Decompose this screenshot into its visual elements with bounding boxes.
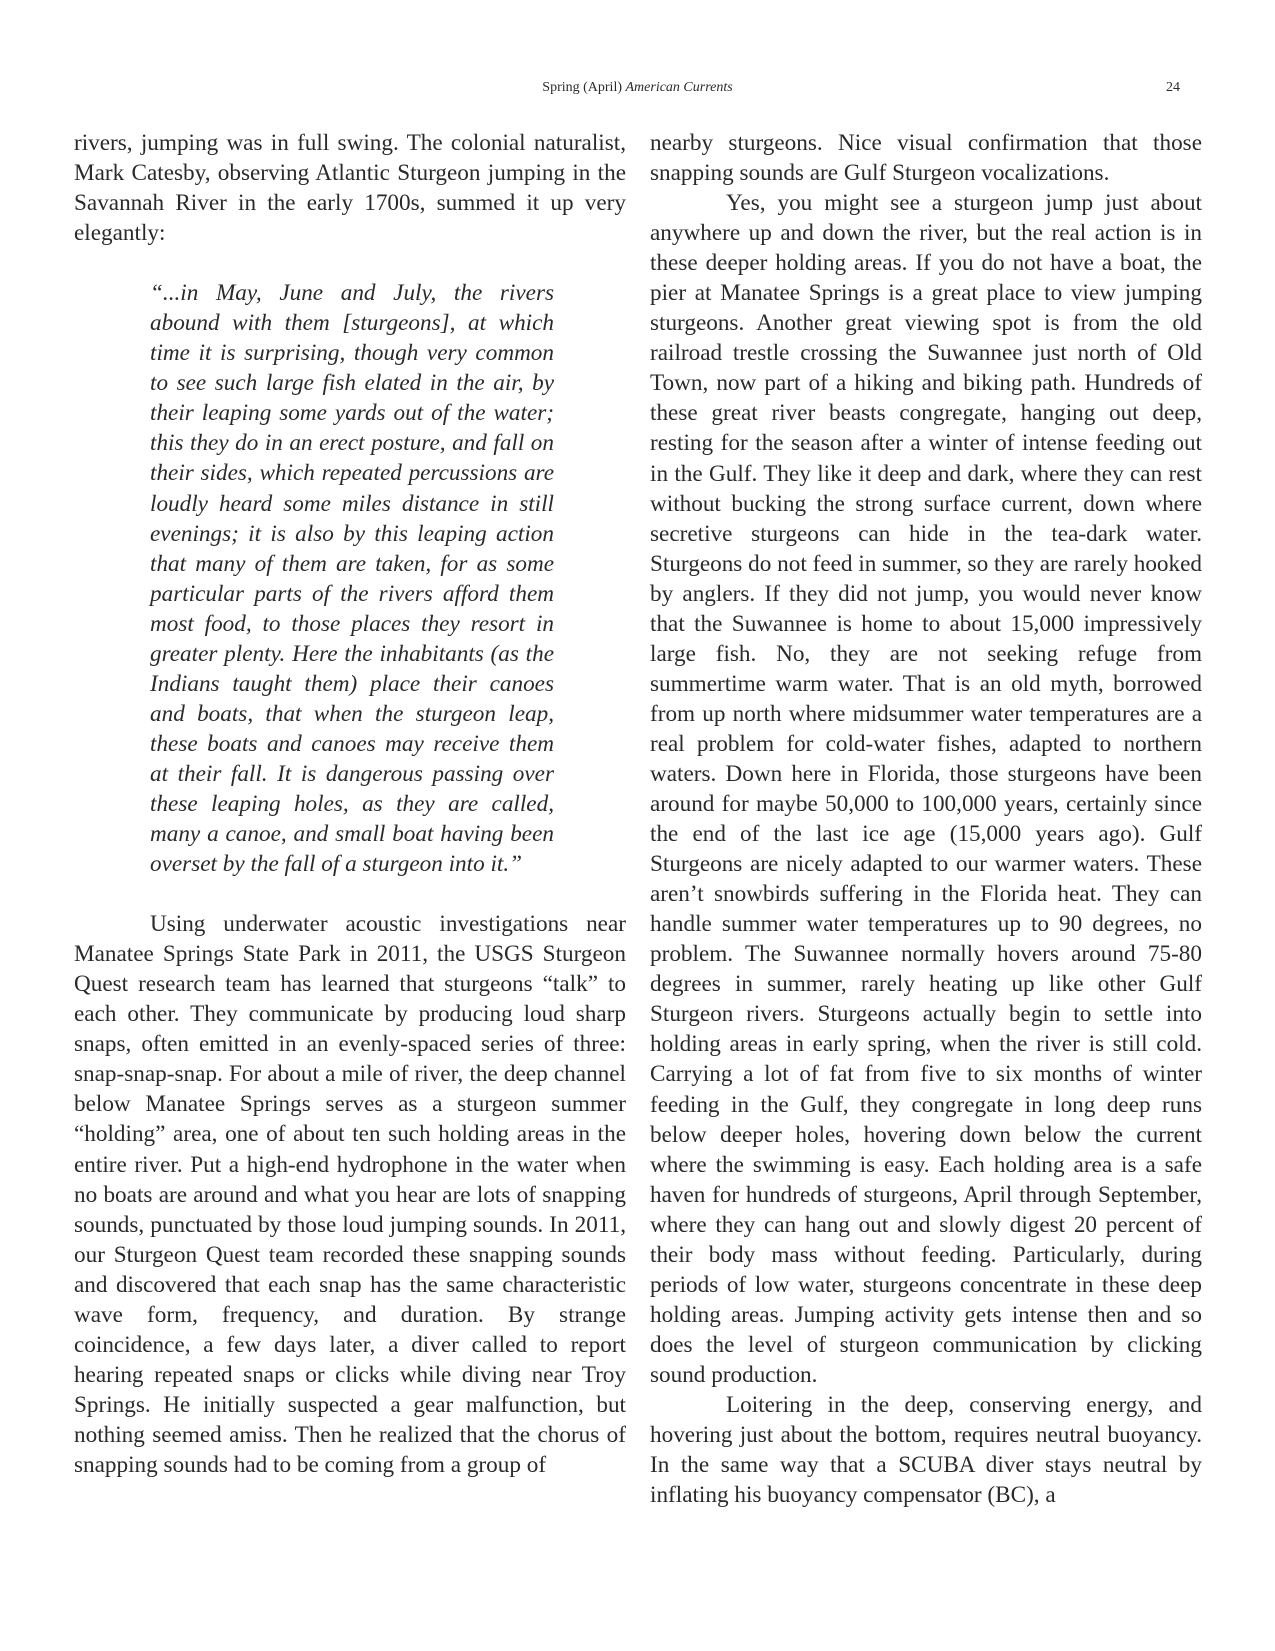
publication-name: American Currents	[625, 80, 733, 95]
paragraph: Loitering in the deep, conserving energy, and hovering just about the bottom, requires neutral buoyancy. In the same way that a SCUBA diver stays neutral by inflating his buoyancy compensator (BC), a	[650, 1391, 1202, 1509]
left-column	[74, 128, 626, 1480]
header-title	[0, 80, 1275, 96]
block-quote: “...in May, June and July, the rivers abound with them [sturgeons], at which time it is surprising, though very common to see such large fish elated in the air, by their leaping some yards out of the water; this they do in an erect posture, and fall on their sides, which repeated percussions are loudly heard some miles distance in still evenings; it is also by this leaping action that many of them are taken, for as some particular parts of the rivers afford them most food, to those places they resort in greater plenty. Here the inhabitants (as the Indians taught them) place their canoes and boats, that when the sturgeon leap, these boats and canoes may receive them at their fall. It is dangerous passing over these leaping holes, as they are called, many a canoe, and small boat having been overset by the fall of a sturgeon into it.”	[150, 280, 554, 878]
paragraph: nearby sturgeons. Nice visual confirmation that those snapping sounds are Gulf Sturgeon vocalizations.	[650, 130, 1202, 187]
right-column	[650, 128, 1202, 1510]
running-header	[0, 80, 1275, 100]
paragraph: rivers, jumping was in full swing. The colonial naturalist, Mark Catesby, observing Atlantic Sturgeon jumping in the Savannah River in the early 1700s, summed it up very elegantly:	[74, 130, 626, 247]
paragraph: Yes, you might see a sturgeon jump just about anywhere up and down the river, but the real action is in these deeper holding areas. If you do not have a boat, the pier at Manatee Springs is a great place to view jumping sturgeons. Another great viewing spot is from the old railroad trestle crossing the Suwannee just north of Old Town, now part of a hiking and biking path. Hundreds of these great river beasts congregate, hanging out deep, resting for the season after a winter of intense feeding out in the Gulf. They like it deep and dark, where they can rest without bucking the strong surface current, down where secretive sturgeons can hide in the tea-dark water. Sturgeons do not feed in summer, so they are rarely hooked by anglers. If they did not jump, you would never know that the Suwannee is home to about 15,000 impressively large fish. No, they are not seeking refuge from summertime warm water. That is an old myth, borrowed from up north where midsummer water temperatures are a real problem for cold-water fishes, adapted to northern waters. Down here in Florida, those sturgeons have been around for maybe 50,000 to 100,000 years, certainly since the end of the last ice age (15,000 years ago). Gulf Sturgeons are nicely adapted to our warmer waters. These aren’t snowbirds suffering in the Florida heat. They can handle summer water temperatures up to 90 degrees, no problem. The Suwannee normally hovers around 75-80 degrees in summer, rarely heating up like other Gulf Sturgeon rivers. Sturgeons actually begin to settle into holding areas in early spring, when the river is still cold. Carrying a lot of fat from five to six months of winter feeding in the Gulf, they congregate in long deep runs below deeper holes, hovering down below the current where the swimming is easy. Each holding area is a safe haven for hundreds of sturgeons, April through September, where they can hang out and slowly digest 20 percent of their body mass without feeding. Particularly, during periods of low water, sturgeons concentrate in these deep holding areas. Jumping activity gets intense then and so does the level of sturgeon communication by clicking sound production.	[650, 190, 1202, 1388]
paragraph: Using underwater acoustic investigations near Manatee Springs State Park in 2011, the USGS Sturgeon Quest research team has learned that sturgeons “talk” to each other. They communicate by producing loud sharp snaps, often emitted in an evenly-spaced series of three: snap-snap-snap. For about a mile of river, the deep channel below Manatee Springs serves as a sturgeon summer “holding” area, one of about ten such holding areas in the entire river. Put a high-end hydrophone in the water when no boats are around and what you hear are lots of snapping sounds, punctuated by those loud jumping sounds. In 2011, our Sturgeon Quest team recorded these snapping sounds and discovered that each snap has the same characteristic wave form, frequency, and duration. By strange coincidence, a few days later, a diver called to report hearing repeated snaps or clicks while diving near Troy Springs. He initially suspected a gear malfunction, but nothing seemed amiss. Then he realized that the chorus of snapping sounds had to be coming from a group of	[74, 911, 626, 1478]
header-issue: Spring (April)	[542, 80, 626, 95]
page-number: 24	[1166, 80, 1180, 95]
